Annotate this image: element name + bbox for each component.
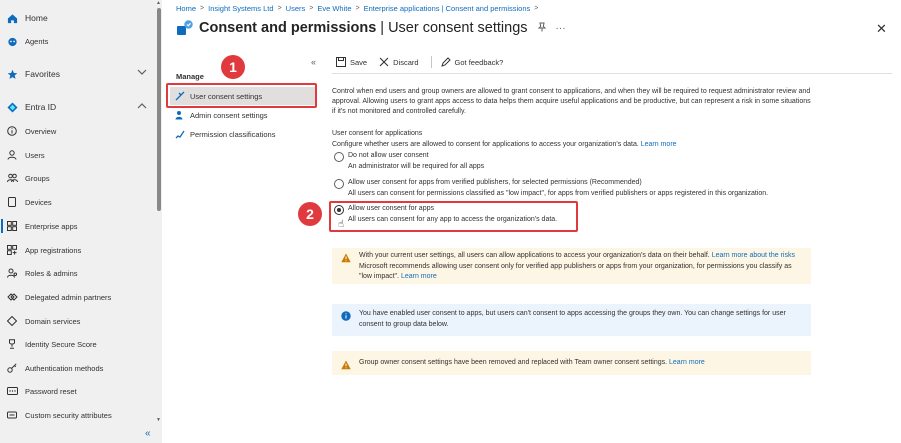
warning-icon bbox=[341, 360, 351, 370]
learn-more-link[interactable]: Learn more bbox=[669, 359, 705, 366]
feedback-icon bbox=[441, 57, 451, 67]
callout-highlight-box bbox=[166, 83, 317, 108]
info-circle-icon bbox=[6, 125, 18, 137]
scroll-up-icon[interactable]: ▲ bbox=[156, 0, 161, 6]
breadcrumb-item[interactable]: Enterprise applications | Consent and permissions bbox=[363, 4, 531, 13]
user-icon bbox=[6, 149, 18, 161]
toolbar-divider bbox=[431, 56, 432, 68]
blade-menu-heading: Manage bbox=[176, 72, 204, 81]
nav-groups[interactable] bbox=[6, 168, 50, 188]
feedback-label: Got feedback? bbox=[454, 57, 504, 67]
pin-icon[interactable] bbox=[537, 22, 547, 35]
page-title-sub: | User consent settings bbox=[376, 20, 528, 36]
key-icon bbox=[6, 362, 18, 374]
breadcrumb-item[interactable]: Home bbox=[176, 4, 197, 13]
section-description-text: Configure whether users are allowed to consent for applications to access your organization's data. bbox=[332, 141, 639, 148]
discard-icon bbox=[379, 57, 389, 67]
nav-agents-label: Agents bbox=[25, 36, 49, 46]
nav-authentication-methods-label: Authentication methods bbox=[25, 363, 104, 373]
warning-message-bar bbox=[332, 351, 811, 375]
roles-icon bbox=[6, 267, 18, 279]
nav-entra-id[interactable] bbox=[6, 97, 56, 117]
save-label: Save bbox=[350, 57, 368, 67]
menu-user-consent-settings-label: User consent settings bbox=[190, 91, 263, 101]
nav-scrollbar-thumb[interactable] bbox=[157, 8, 161, 211]
nav-agents[interactable] bbox=[6, 31, 48, 51]
tag-icon bbox=[6, 409, 18, 421]
nav-app-registrations[interactable] bbox=[6, 240, 81, 260]
learn-more-link[interactable]: Learn more bbox=[400, 273, 437, 280]
collapse-menu-icon[interactable]: « bbox=[311, 57, 317, 67]
option-description: An administrator will be required for all apps bbox=[348, 163, 485, 170]
info-message-bar bbox=[332, 304, 811, 336]
nav-home-label: Home bbox=[25, 13, 48, 23]
nav-password-reset[interactable] bbox=[6, 381, 77, 401]
warning-text: With your current user settings, all users can allow applications to access your organization's data on their behalf. bbox=[359, 252, 710, 259]
page-description: Control when end users and group owners are allowed to grant consent to applications, and when they will be required to request administrator review and approval. Allowing users to grant apps access to data helps them acquire useful applications and be productive, but can represent a risk in some situations if it's not monitored and controlled carefully. bbox=[332, 88, 811, 116]
nav-home[interactable] bbox=[6, 8, 48, 28]
nav-favorites[interactable] bbox=[6, 64, 60, 84]
nav-devices[interactable] bbox=[6, 192, 52, 212]
breadcrumb bbox=[176, 4, 542, 13]
favorites-chevron-icon[interactable] bbox=[137, 68, 147, 78]
nav-entra-id-label: Entra ID bbox=[25, 102, 57, 112]
toolbar-divider-line bbox=[332, 73, 892, 74]
option-label: Do not allow user consent bbox=[348, 152, 429, 159]
entra-id-icon bbox=[6, 101, 18, 113]
warning-message-text bbox=[359, 251, 811, 284]
breadcrumb-separator-icon: > bbox=[200, 5, 205, 12]
breadcrumb-item[interactable]: Insight Systems Ltd bbox=[208, 4, 274, 13]
command-bar bbox=[336, 56, 515, 68]
radio-verified-publishers[interactable] bbox=[334, 179, 344, 189]
agents-icon bbox=[6, 35, 18, 47]
breadcrumb-separator-icon: > bbox=[309, 5, 314, 12]
nav-users[interactable] bbox=[6, 145, 45, 165]
nav-authentication-methods[interactable] bbox=[6, 358, 103, 378]
app-registrations-icon bbox=[6, 244, 18, 256]
star-icon bbox=[6, 68, 18, 80]
admin-consent-icon bbox=[175, 110, 185, 120]
warning-text: Group owner consent settings have been removed and replaced with Team owner consent settings. bbox=[359, 359, 668, 366]
menu-permission-classifications-label: Permission classifications bbox=[190, 129, 276, 139]
learn-more-link[interactable]: Learn more bbox=[640, 141, 677, 148]
learn-more-risks-link[interactable]: Learn more about the risks bbox=[711, 252, 795, 259]
enterprise-app-icon bbox=[176, 19, 194, 37]
permission-icon bbox=[175, 129, 185, 139]
info-message-text: You have enabled user consent to apps, but users can't consent to apps accessing the groups they own. You can change settings for user consent to group data below. bbox=[359, 310, 786, 328]
nav-password-reset-label: Password reset bbox=[25, 386, 77, 396]
breadcrumb-separator-icon: > bbox=[277, 5, 282, 12]
nav-users-label: Users bbox=[25, 150, 45, 160]
feedback-button[interactable] bbox=[441, 57, 504, 67]
page-header bbox=[176, 19, 566, 37]
page-title-main: Consent and permissions bbox=[199, 20, 377, 36]
nav-custom-security-attributes-label: Custom security attributes bbox=[25, 410, 112, 420]
option-description: All users can consent for any app to access the organization's data. bbox=[348, 216, 558, 223]
warning-text-continued: Microsoft recommends allowing user consent only for verified app publishers or apps from your organization, for permissions you classify as "low impact". bbox=[359, 262, 792, 280]
device-icon bbox=[6, 196, 18, 208]
left-nav bbox=[0, 0, 162, 443]
nav-active-indicator bbox=[1, 219, 3, 233]
page-title bbox=[199, 20, 528, 36]
option-label: Allow user consent for apps bbox=[348, 205, 434, 212]
partners-icon bbox=[6, 291, 18, 303]
groups-icon bbox=[6, 172, 18, 184]
nav-enterprise-apps-label: Enterprise apps bbox=[25, 221, 78, 231]
menu-admin-consent-settings[interactable] bbox=[170, 106, 316, 124]
radio-do-not-allow[interactable] bbox=[334, 152, 344, 162]
scroll-down-icon[interactable]: ▼ bbox=[156, 417, 161, 423]
domain-services-icon bbox=[6, 315, 18, 327]
breadcrumb-item[interactable]: Eve White bbox=[317, 4, 352, 13]
trophy-icon bbox=[6, 338, 18, 350]
nav-identity-secure-score[interactable] bbox=[6, 334, 97, 354]
nav-overview-label: Overview bbox=[25, 126, 57, 136]
close-icon[interactable]: ✕ bbox=[876, 21, 887, 36]
option-description: All users can consent for permissions classified as "low impact", for apps from verified publishers or apps registered in this organization. bbox=[348, 190, 769, 197]
breadcrumb-item[interactable]: Users bbox=[285, 4, 306, 13]
password-icon bbox=[6, 385, 18, 397]
nav-delegated-admin-label: Delegated admin partners bbox=[25, 292, 112, 302]
home-icon bbox=[6, 12, 18, 24]
nav-app-registrations-label: App registrations bbox=[25, 245, 82, 255]
breadcrumb-separator-icon: > bbox=[534, 5, 539, 12]
option-label: Allow user consent for apps from verified publishers, for selected permissions (Recommended) bbox=[348, 179, 642, 186]
section-description bbox=[332, 141, 677, 148]
callout-badge: 1 bbox=[221, 55, 245, 79]
hand-cursor-icon: ☝ bbox=[338, 219, 345, 230]
warning-message-bar bbox=[332, 248, 811, 284]
nav-identity-secure-score-label: Identity Secure Score bbox=[25, 339, 97, 349]
nav-overview[interactable] bbox=[6, 121, 56, 141]
discard-button[interactable] bbox=[379, 57, 418, 67]
nav-groups-label: Groups bbox=[25, 173, 50, 183]
nav-enterprise-apps[interactable] bbox=[6, 216, 78, 236]
nav-roles-admins-label: Roles & admins bbox=[25, 268, 78, 278]
nav-custom-security-attributes[interactable] bbox=[6, 405, 112, 425]
save-icon bbox=[336, 57, 346, 67]
callout-badge: 2 bbox=[298, 202, 322, 226]
breadcrumb-separator-icon: > bbox=[355, 5, 360, 12]
discard-label: Discard bbox=[393, 57, 419, 67]
nav-devices-label: Devices bbox=[25, 197, 52, 207]
nav-delegated-admin[interactable] bbox=[6, 287, 111, 307]
collapse-nav-icon[interactable]: « bbox=[145, 428, 151, 439]
warning-icon bbox=[341, 253, 351, 263]
callout-highlight-box bbox=[329, 201, 578, 232]
nav-favorites-label: Favorites bbox=[25, 69, 60, 79]
apps-grid-icon bbox=[6, 220, 18, 232]
nav-domain-services-label: Domain services bbox=[25, 316, 81, 326]
entra-chevron-icon[interactable] bbox=[137, 101, 147, 111]
section-label: User consent for applications bbox=[332, 130, 423, 137]
menu-admin-consent-settings-label: Admin consent settings bbox=[190, 110, 268, 120]
menu-permission-classifications[interactable] bbox=[170, 125, 316, 143]
nav-roles-admins[interactable] bbox=[6, 263, 78, 283]
more-options-icon[interactable]: ··· bbox=[555, 22, 566, 34]
save-button[interactable] bbox=[336, 57, 367, 67]
warning-message-text bbox=[359, 358, 811, 375]
info-icon bbox=[341, 311, 351, 321]
nav-domain-services[interactable] bbox=[6, 311, 80, 331]
